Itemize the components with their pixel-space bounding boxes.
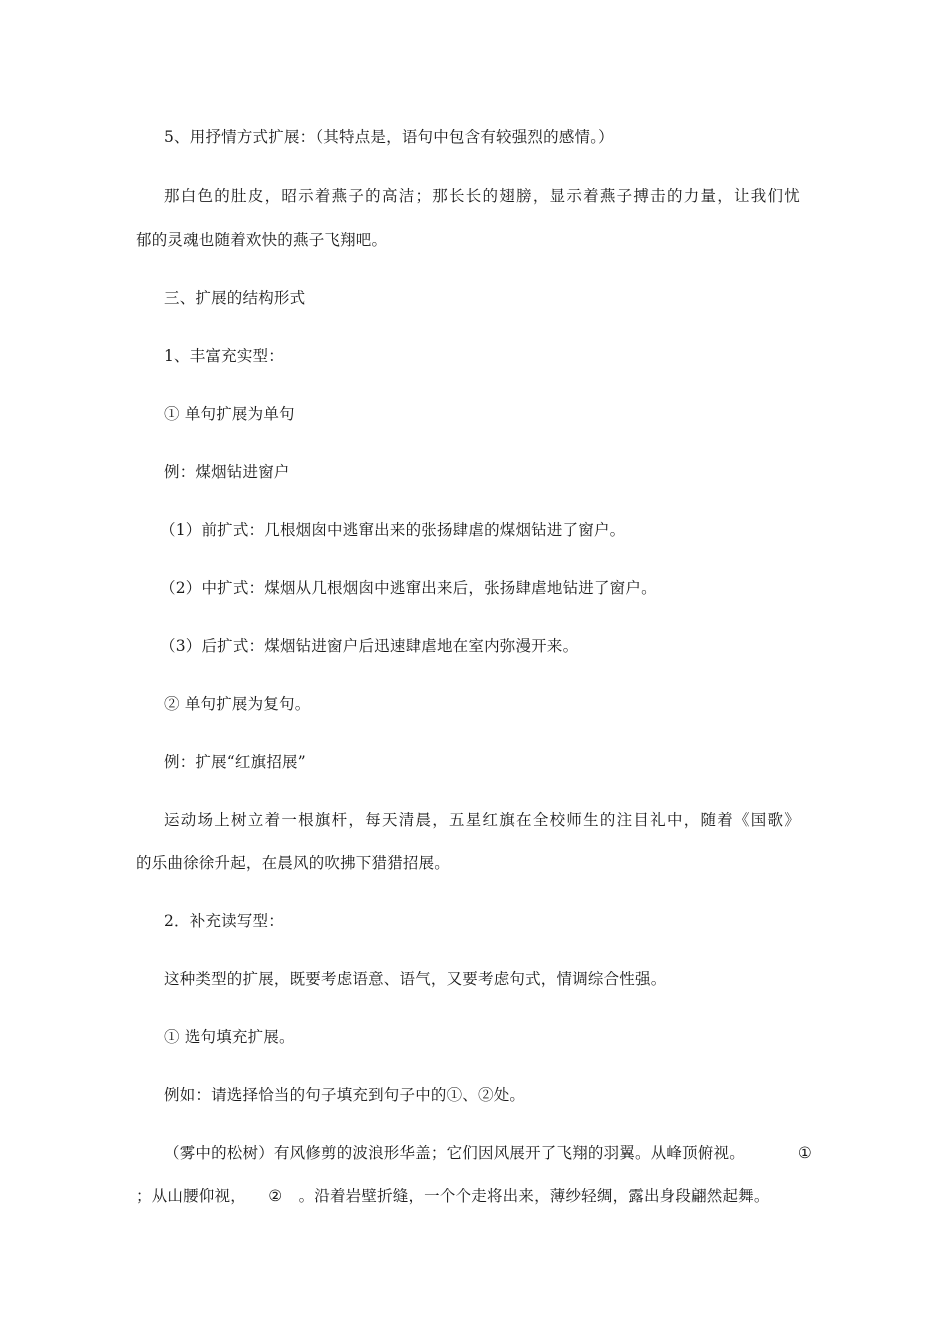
paragraph-example-line-1: 那白色的肚皮，昭示着燕子的高洁；那长长的翅膀，显示着燕子搏击的力量，让我们忧 <box>164 187 800 205</box>
paragraph-pine-line-1 <box>164 1142 812 1164</box>
item-single-to-single: ① 单句扩展为单句 <box>164 405 295 423</box>
item-single-to-complex: ② 单句扩展为复句。 <box>164 695 311 713</box>
pine-line-2-part-a: ；从山腰仰视， <box>136 1187 246 1205</box>
paragraph-pine-line-2 <box>136 1185 770 1207</box>
paragraph-flag-line-1: 运动场上树立着一根旗杆，每天清晨，五星红旗在全校师生的注目礼中，随着《国歌》 <box>164 811 800 829</box>
example-label-1: 例：煤烟钻进窗户 <box>164 463 290 481</box>
paragraph-type-description: 这种类型的扩展，既要考虑语意、语气，又要考虑句式，情调综合性强。 <box>164 970 667 988</box>
blank-2-marker: ② <box>268 1187 283 1205</box>
subheading-2: 2．补充读写型： <box>164 912 284 930</box>
pine-line-1-text: （雾中的松树）有风修剪的波浪形华盖；它们因风展开了飞翔的羽翼。从峰顶俯视。 <box>164 1144 745 1162</box>
section-heading-3: 三、扩展的结构形式 <box>164 289 306 307</box>
example-label-2: 例：扩展“红旗招展” <box>164 753 306 771</box>
subheading-1: 1、丰富充实型： <box>164 347 284 365</box>
example-front-expansion: （1）前扩式：几根烟囱中逃窜出来的张扬肆虐的煤烟钻进了窗户。 <box>160 521 626 539</box>
paragraph-method-5: 5、用抒情方式扩展：（其特点是，语句中包含有较强烈的感情。） <box>164 128 614 146</box>
example-middle-expansion: （2）中扩式：煤烟从几根烟囱中逃窜出来后，张扬肆虐地钻进了窗户。 <box>160 579 657 597</box>
example-back-expansion: （3）后扩式：煤烟钻进窗户后迅速肆虐地在室内弥漫开来。 <box>160 637 579 655</box>
example-instruction: 例如：请选择恰当的句子填充到句子中的①、②处。 <box>164 1086 526 1104</box>
pine-line-2-part-b: 。沿着岩壁折缝，一个个走将出来，薄纱轻绸，露出身段翩然起舞。 <box>298 1187 770 1205</box>
paragraph-example-line-2: 郁的灵魂也随着欢快的燕子飞翔吧。 <box>136 231 388 249</box>
paragraph-flag-line-2: 的乐曲徐徐升起，在晨风的吹拂下猎猎招展。 <box>136 854 451 872</box>
item-select-fill: ① 选句填充扩展。 <box>164 1028 295 1046</box>
blank-1-marker: ① <box>797 1144 812 1162</box>
